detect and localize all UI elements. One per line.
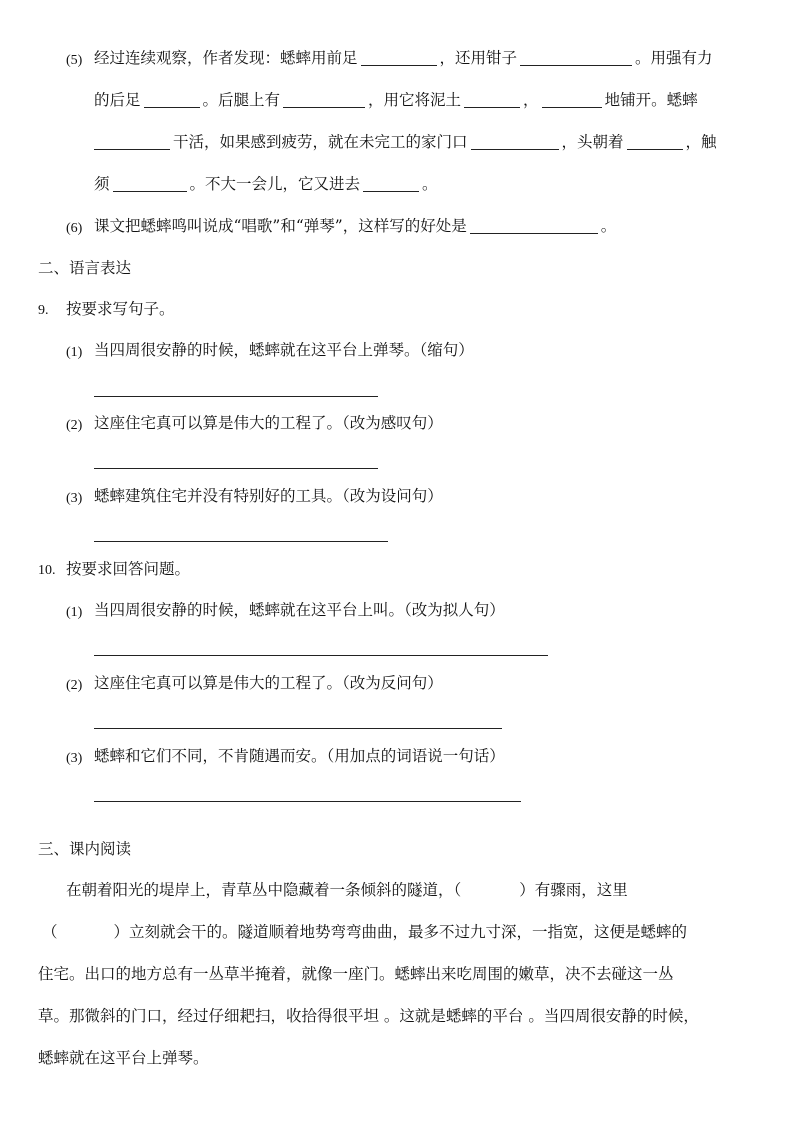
- text: （: [42, 923, 58, 941]
- item-number: (6): [66, 221, 83, 236]
- text: 地铺开。蟋蟀: [604, 91, 698, 109]
- text: ）立刻就会干的。隧道顺着地势弯弯曲曲，最多不过九寸深，一指宽，这便是蟋蟀的: [113, 923, 688, 941]
- q8-p6-line: [94, 216, 616, 236]
- answer-blank[interactable]: [113, 175, 187, 192]
- text: 。: [422, 175, 438, 193]
- text: 须: [94, 175, 110, 193]
- q8-p5-line4: [94, 174, 438, 194]
- item-text: 这座住宅真可以算是伟大的工程了。（改为感叹句）: [94, 414, 443, 432]
- reading-line-5: 蟋蟀就在这平台上弹琴。: [38, 1049, 209, 1067]
- text: ，触: [685, 133, 717, 151]
- item-text: 这座住宅真可以算是伟大的工程了。（改为反问句）: [94, 674, 443, 692]
- answer-line[interactable]: [94, 655, 548, 656]
- answer-blank[interactable]: [283, 91, 365, 108]
- section-heading: 二、语言表达: [38, 259, 132, 277]
- item-number: (2): [66, 678, 83, 693]
- question-number: 9.: [38, 303, 49, 318]
- answer-line[interactable]: [94, 396, 378, 397]
- answer-blank[interactable]: [464, 91, 520, 108]
- answer-line[interactable]: [94, 728, 502, 729]
- answer-blank[interactable]: [542, 91, 602, 108]
- text: 的后足: [94, 91, 141, 109]
- q8-p5-line2: [94, 90, 698, 110]
- text: 。后腿上有: [202, 91, 281, 109]
- item-number: (1): [66, 345, 83, 360]
- question-prompt: 按要求写句子。: [66, 300, 175, 318]
- question-number: 10.: [38, 563, 56, 578]
- text: 在朝着阳光的堤岸上，青草丛中隐藏着一条倾斜的隧道，（: [66, 881, 462, 899]
- answer-line[interactable]: [94, 541, 388, 542]
- text: ）有骤雨，这里: [519, 881, 628, 899]
- text: 干活，如果感到疲劳，就在未完工的家门口: [173, 133, 468, 151]
- text: 。用强有力: [635, 49, 713, 67]
- item-text: 当四周很安静的时候，蟋蟀就在这平台上弹琴。（缩句）: [94, 341, 474, 359]
- question-prompt: 按要求回答问题。: [66, 560, 191, 578]
- answer-line[interactable]: [94, 468, 378, 469]
- answer-line[interactable]: [94, 801, 521, 802]
- item-text: 蟋蟀和它们不同，不肯随遇而安。（用加点的词语说一句话）: [94, 747, 505, 765]
- answer-blank[interactable]: [144, 91, 200, 108]
- text: 。不大一会儿，它又进去: [189, 175, 361, 193]
- text: 。: [600, 217, 617, 235]
- item-number: (2): [66, 418, 83, 433]
- answer-blank[interactable]: [471, 133, 559, 150]
- text: ，: [523, 91, 539, 109]
- item-number: (3): [66, 751, 83, 766]
- answer-blank[interactable]: [627, 133, 683, 150]
- item-text: 当四周很安静的时候，蟋蟀就在这平台上叫。（改为拟人句）: [94, 601, 505, 619]
- reading-line-2: [42, 922, 687, 942]
- item-text: 蟋蟀建筑住宅并没有特别好的工具。（改为设问句）: [94, 487, 443, 505]
- answer-blank[interactable]: [520, 49, 632, 66]
- reading-line-1: [66, 880, 628, 900]
- item-number: (5): [66, 53, 83, 68]
- reading-line-4: 草。那微斜的门口，经过仔细耙扫，收拾得很平坦 。这就是蟋蟀的平台 。当四周很安静的时候，: [38, 1007, 699, 1025]
- text: ，头朝着: [561, 133, 624, 151]
- answer-blank[interactable]: [361, 49, 437, 66]
- section-heading: 三、课内阅读: [38, 840, 132, 858]
- item-number: (1): [66, 605, 83, 620]
- item-number: (3): [66, 491, 83, 506]
- answer-blank[interactable]: [470, 217, 598, 234]
- q8-p5-line1: [94, 48, 713, 68]
- q8-p5-line3: [94, 132, 717, 152]
- text: ，还用钳子: [439, 49, 518, 67]
- reading-line-3: 住宅。出口的地方总有一丛草半掩着，就像一座门。蟋蟀出来吃周围的嫩草，决不去碰这一丛: [38, 965, 674, 983]
- text: 课文把蟋蟀鸣叫说成“唱歌”和“弹琴”，这样写的好处是: [94, 217, 467, 235]
- text: ，用它将泥土: [368, 91, 462, 109]
- answer-blank[interactable]: [94, 133, 170, 150]
- answer-blank[interactable]: [363, 175, 419, 192]
- text: 经过连续观察，作者发现：蟋蟀用前足: [94, 49, 358, 67]
